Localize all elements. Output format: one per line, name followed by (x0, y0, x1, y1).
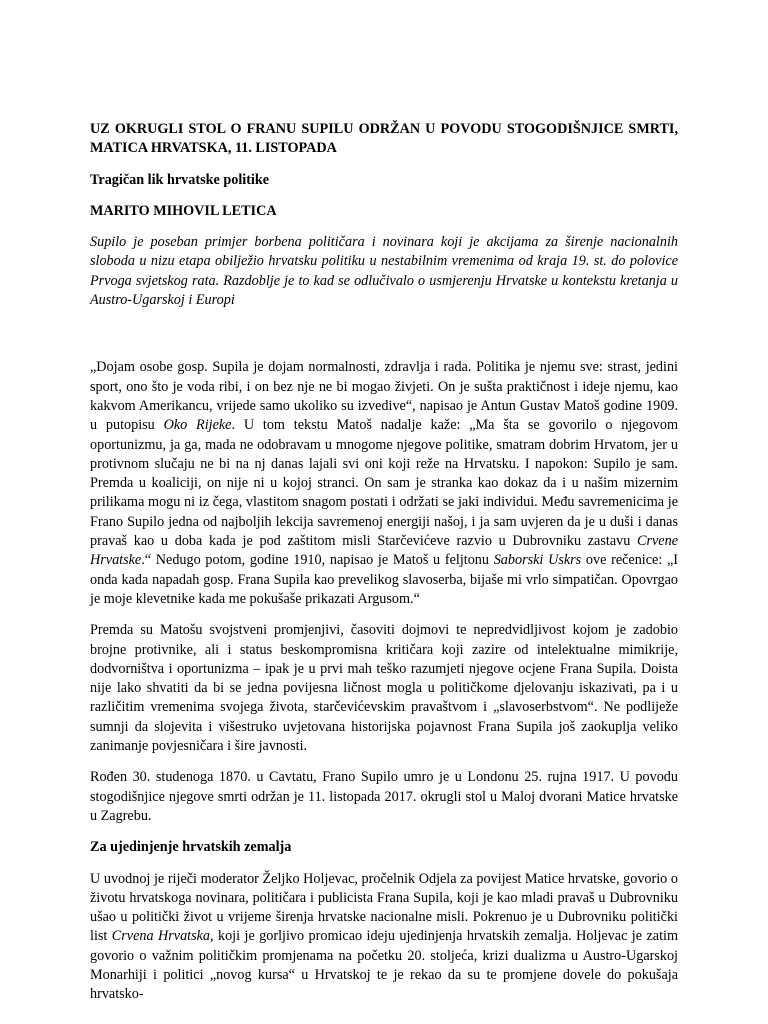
paragraph-1-text-b: . U tom tekstu Matoš nadalje kaže: „Ma šta se govorilo o njegovom oportunizmu, ja ga, mada ne odobravam u mnogome njegove politike, smatram dobrim Hrvatom, jer u protivnom slučaju ne bi na nj danas lajali svi oni koji reže na Hrvatsku. I napokon: Supilo je sam. Premda u koaliciji, on nije ni u kojoj stranci. On sam je stranka kao dokaz da i u našim mizernim prilikama mogu ni iz čega, vlastitom snagom postati i održati se jaki individui. Među savremenicima je Frano Supilo jedna od najboljih lekcija savremenoj energiji našoj, i ja sam uvjeren da je u duši i danas pravaš kao u doba kada je pod zaštitom misli Starčevićeve razvio u Dubrovniku zastavu (90, 417, 679, 550)
article-headline: UZ OKRUGLI STOL O FRANU SUPILU ODRŽAN U POVODU STOGODIŠNJICE SMRTI, MATICA HRVATSKA, 11. LISTOPADA (90, 121, 678, 157)
title-saborski-uskrs: Saborski Uskrs (493, 552, 582, 569)
title-crvena-hrvatska: Crvena Hrvatska (111, 928, 211, 945)
paragraph-1-text-c: .“ Nedugo potom, godine 1910, napisao je Matoš u feljtonu (141, 552, 494, 569)
article-author: MARITO MIHOVIL LETICA (90, 202, 277, 219)
article-subtitle: Tragičan lik hrvatske politike (90, 171, 270, 188)
paragraph-1-text-d: ove rečenice: „I onda kada napadah gosp. Frana Supila kao prevelikog slavoserba, bijaše mi vrlo simpatičan. Opovrgao je moje klevetnike kada me pokušaše prikazati Argusom.“ (90, 552, 679, 607)
paragraph-3: Rođen 30. studenoga 1870. u Cavtatu, Frano Supilo umro je u Londonu 25. rujna 1917. U povodu stogodišnjice njegove smrti održan je 11. listopada 2017. okrugli stol u Maloj dvorani Matice hrvatske u Zagrebu. (90, 769, 678, 824)
article-lead: Supilo je poseban primjer borbena političara i novinara koji je akcijama za širenje nacionalnih sloboda u nizu etapa obilježio hrvatsku politiku u nestabilnim vremenima od kraja 19. st. do polovice Prvoga svjetskog rata. Razdoblje je to kad se odlučivalo o usmjerenju Hrvatske u kontekstu kretanja u Austro-Ugarskoj i Europi (90, 234, 678, 309)
paragraph-4 (90, 870, 678, 1005)
paragraph-1 (90, 358, 678, 609)
section-heading: Za ujedinjenje hrvatskih zemalja (90, 839, 292, 856)
title-crvene-hrvatske: Crvene Hrvatske (90, 533, 678, 569)
paragraph-4-text-b: , koji je gorljivo promicao ideju ujedinjenja hrvatskih zemalja. Holjevac je zatim govorio o važnim političkim promjenama na početku 20. stoljeća, krizi dualizma u Austro-Ugarskoj Monarhiji i politici „novog kursa“ u Hrvatskoj te je rekao da su te promjene dovele do pokušaja hrvatsko- (90, 928, 678, 1003)
spacer (90, 310, 678, 358)
document-page (90, 120, 678, 1017)
paragraph-2: Premda su Matošu svojstveni promjenjivi, časoviti dojmovi te nepredvidljivost kojom je zadobio brojne protivnike, ali i status beskompromisna kritičara koji zazire od intelektualne mimikrije, dodvorništva i oportunizma – ipak je u prvi mah teško razumjeti njegove ocjene Frana Supila. Doista nije lako shvatiti da bi se jedna povijesna ličnost mogla u političkome djelovanju iskazivati, pa i u različitim vremenima svojega života, starčevićevskim pravaštvom i „slavoserbstvom“. Ne podliježe sumnji da slojevita i višestruko uvjetovana historijska pojavnost Frana Supila još zaokuplja veliko zanimanje povjesničara i šire javnosti. (90, 622, 678, 755)
paragraph-1-text-a: „Dojam osobe gosp. Supila je dojam normalnosti, zdravlja i rada. Politika je njemu sve: strast, jedini sport, ono što je voda ribi, i on bez nje ne bi mogao živjeti. On je sušta praktičnost i ideje njemu, kao kakvom Amerikancu, vrijede samo ukoliko su izvedive“, napisao je Antun Gustav Matoš godine 1909. u putopisu (90, 359, 678, 434)
paragraph-4-text-a: U uvodnoj je riječi moderator Željko Holjevac, pročelnik Odjela za povijest Matice hrvatske, govorio o životu hrvatskoga novinara, političara i publicista Frana Supila, koji je kao mladi pravaš u Dubrovniku ušao u politički život u vrijeme širenja hrvatske nacionalne misli. Pokrenuo je u Dubrovniku politički list (90, 870, 678, 945)
title-oko-rijeke: Oko Rijeke (163, 417, 232, 434)
